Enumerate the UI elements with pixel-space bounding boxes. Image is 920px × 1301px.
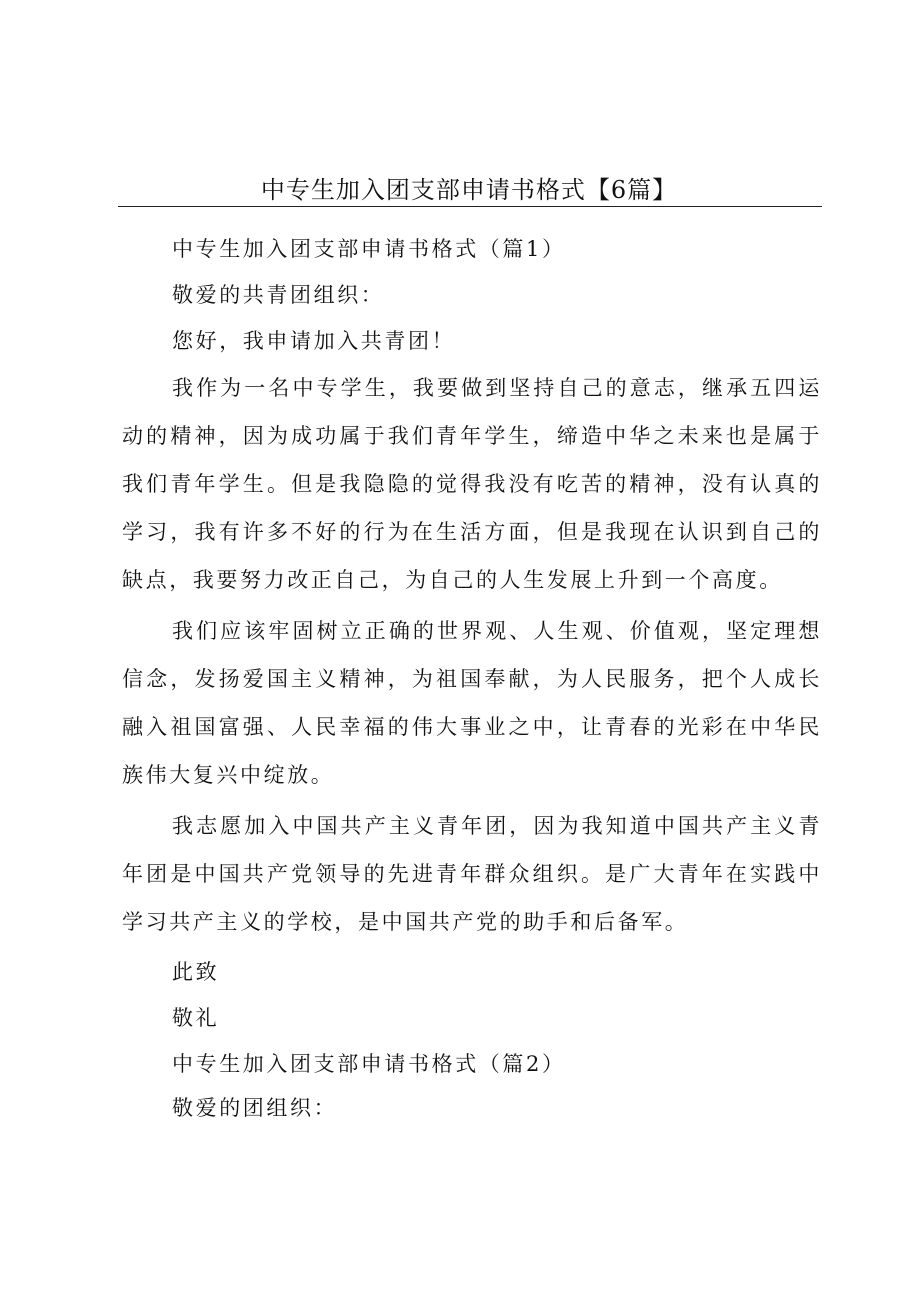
closing-line-1: 此致 — [172, 960, 220, 984]
section2-salutation: 敬爱的团组织： — [172, 1096, 338, 1120]
section1-heading: 中专生加入团支部申请书格式（篇1） — [172, 237, 566, 261]
document-body — [122, 226, 822, 1129]
title-underline — [118, 206, 822, 207]
section1-greeting: 您好，我申请加入共青团！ — [172, 329, 456, 353]
closing-line-2: 敬礼 — [172, 1006, 220, 1030]
body-paragraph: 我作为一名中专学生，我要做到坚持自己的意志，继承五四运动的精神，因为成功属于我们青年学生，缔造中华之未来也是属于我们青年学生。但是我隐隐的觉得我没有吃苦的精神，没有认真的学习，我有许多不好的行为在生活方面，但是我现在认识到自己的缺点，我要努力改正自己，为自己的人生发展上升到一个高度。 — [122, 376, 822, 592]
body-paragraph: 我志愿加入中国共产主义青年团，因为我知道中国共产主义青年团是中国共产党领导的先进青年群众组织。是广大青年在实践中学习共产主义的学校，是中国共产党的助手和后备军。 — [122, 814, 822, 934]
section2-heading: 中专生加入团支部申请书格式（篇2） — [172, 1052, 566, 1076]
document-title: 中专生加入团支部申请书格式【6篇】 — [260, 176, 678, 204]
body-paragraph: 我们应该牢固树立正确的世界观、人生观、价值观，坚定理想信念，发扬爱国主义精神，为祖国奉献，为人民服务，把个人成长融入祖国富强、人民幸福的伟大事业之中，让青春的光彩在中华民族伟大复兴中绽放。 — [122, 619, 822, 787]
section1-salutation: 敬爱的共青团组织： — [172, 283, 385, 307]
